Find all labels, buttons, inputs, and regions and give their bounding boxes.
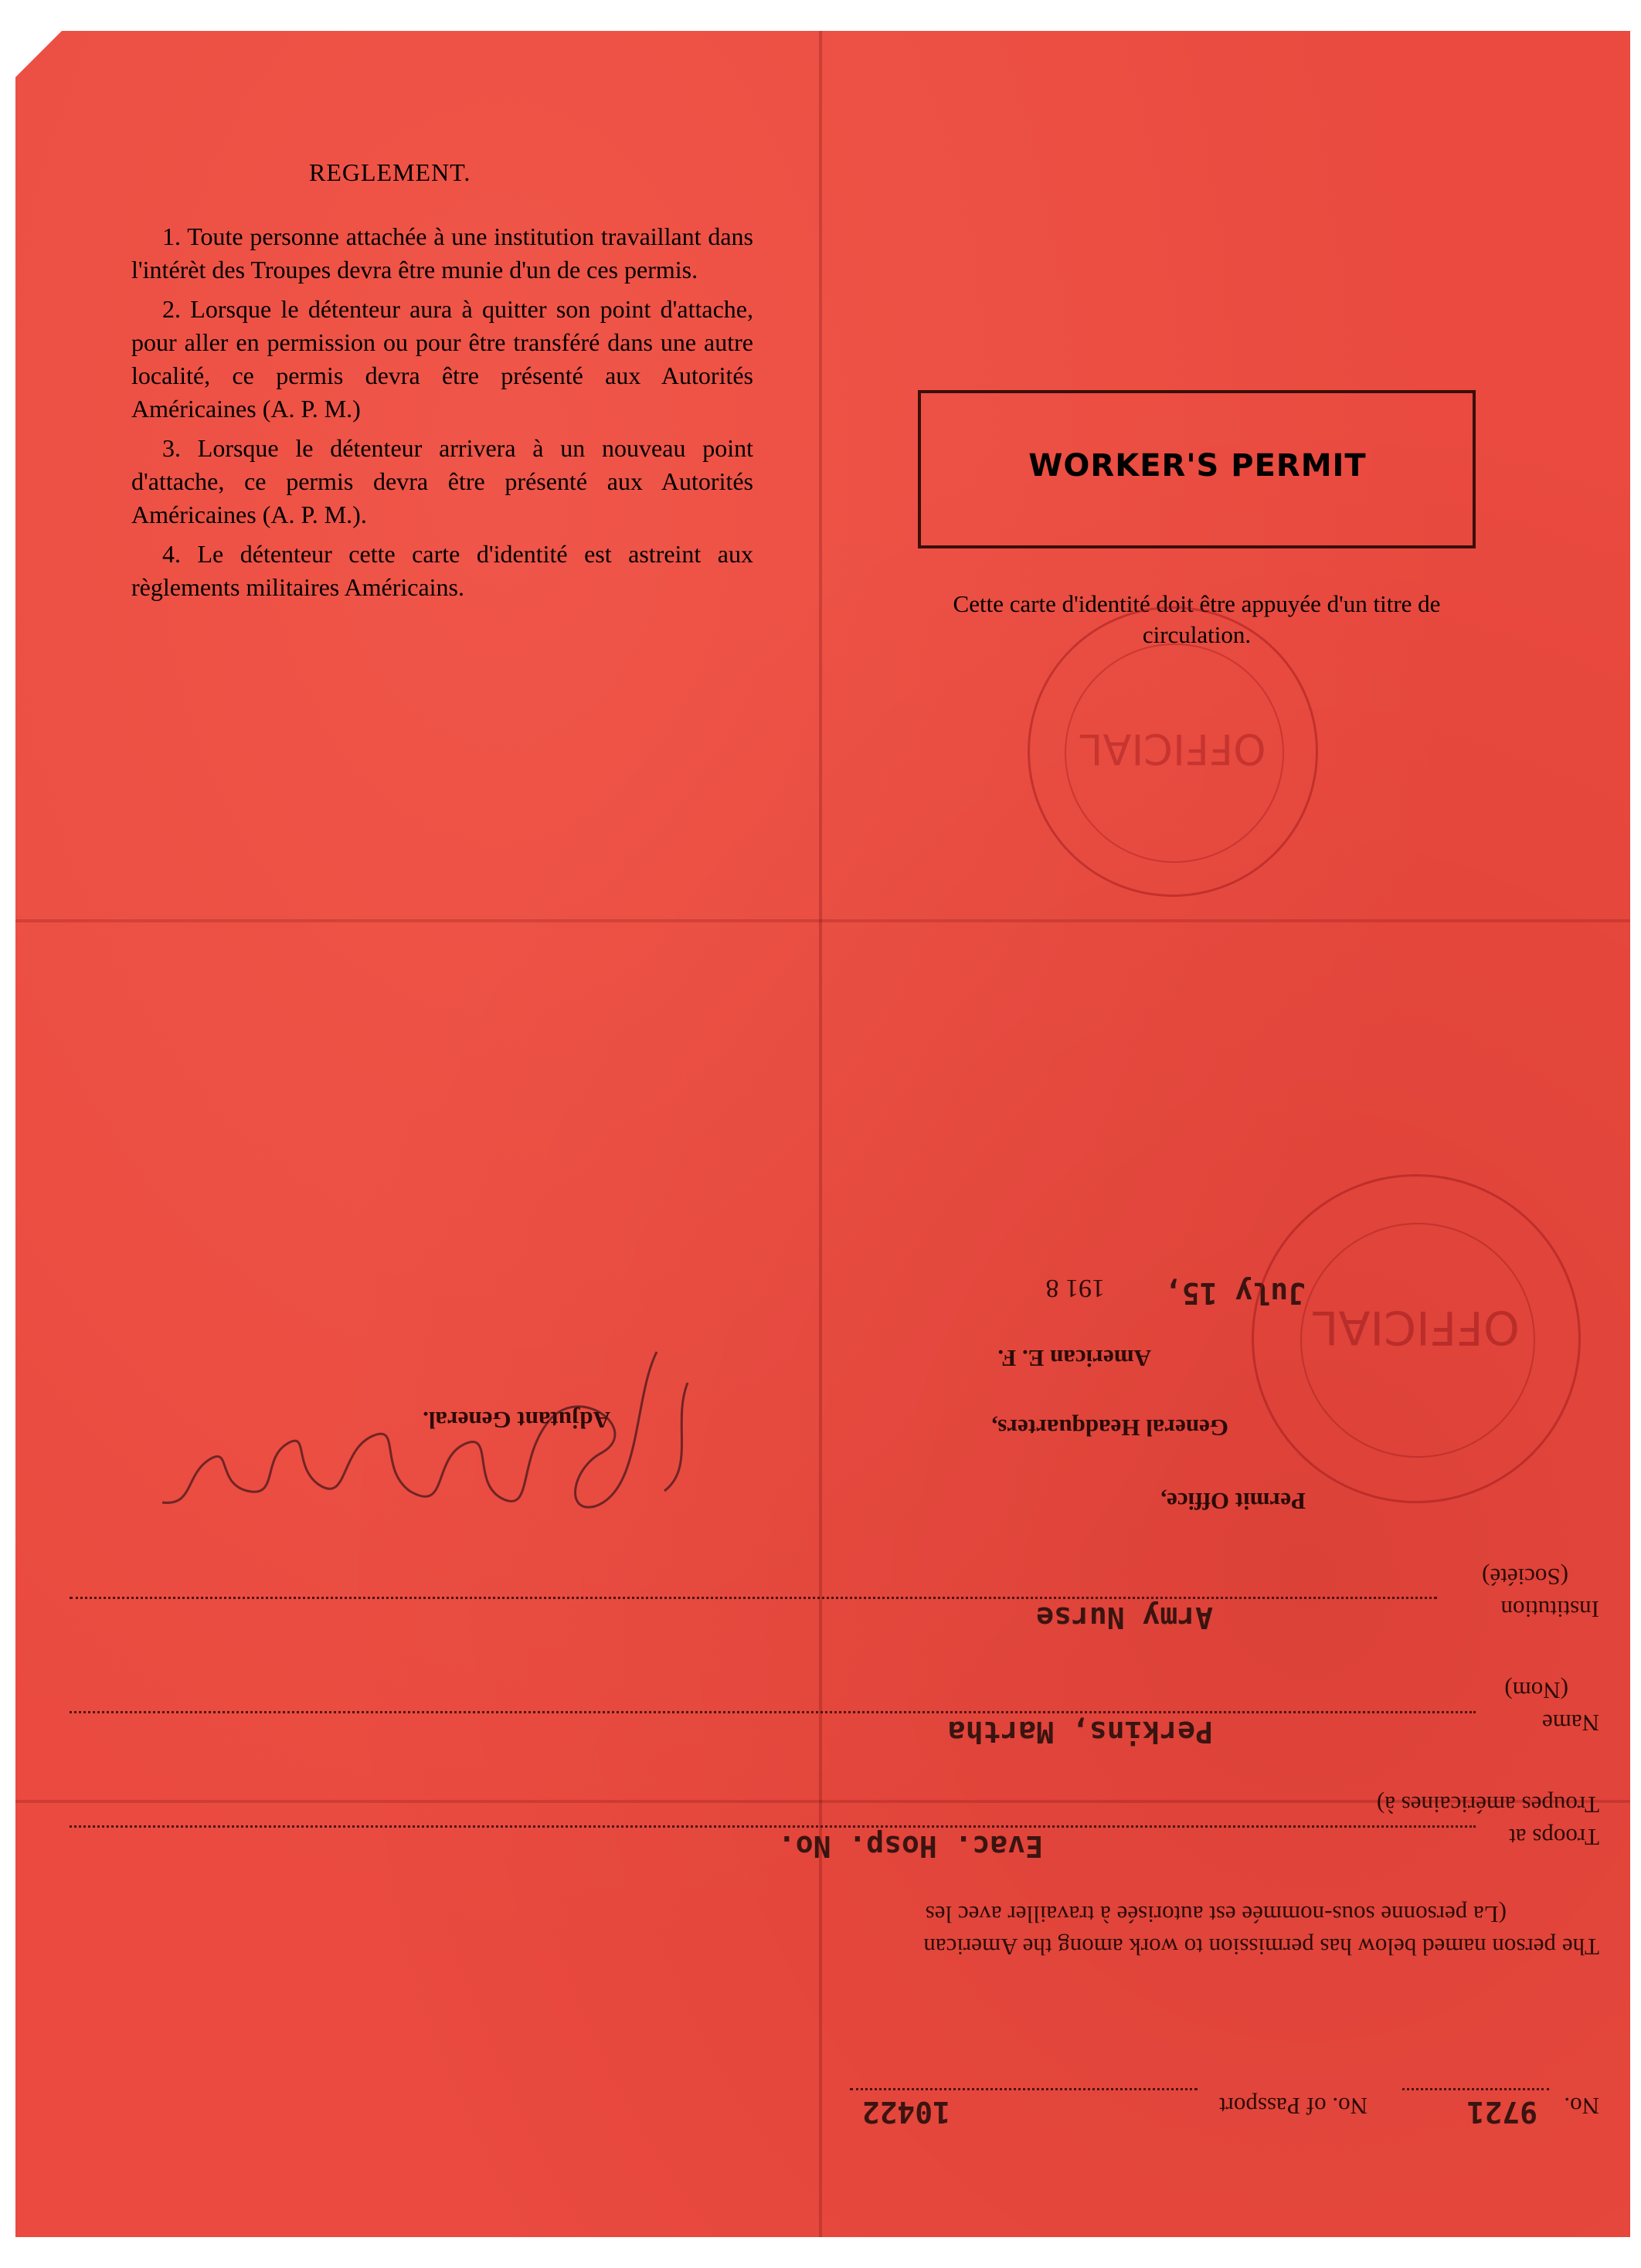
seal-word: OFFICIAL: [1313, 1300, 1520, 1354]
reglement-item: 3. Lorsque le détenteur arrivera à un nouveau point d'attache, ce permis devra être présenté aux Autorités Américaines (A. P. M.).: [131, 434, 753, 528]
intro-english: The person named below has permission to work among the American: [923, 1934, 1599, 1961]
horizontal-fold: [15, 919, 1630, 922]
date-typed: July 15,: [1164, 1276, 1306, 1310]
troops-value: Evac. Hosp. No.: [777, 1829, 1043, 1863]
adjutant-signature: [100, 1336, 765, 1530]
institution-line: [70, 1597, 1437, 1599]
headquarters-seal-stamp: [1252, 1174, 1581, 1503]
permit-note: Cette carte d'identité doit être appuyée d'un titre de circulation.: [953, 590, 1441, 648]
office-line-1: Permit Office,: [1160, 1488, 1306, 1515]
troops-line: [70, 1825, 1476, 1828]
office-line-3: American E. F.: [997, 1345, 1151, 1372]
passport-value: 10422: [861, 2095, 950, 2129]
permit-title: WORKER'S PERMIT: [1028, 448, 1367, 484]
permit-no-value: 9721: [1466, 2095, 1537, 2129]
name-label: Name: [1541, 1709, 1599, 1737]
reglement-item: 1. Toute personne attachée à une institution travaillant dans l'intérèt des Troupes devra être munie d'un de ces permis.: [131, 222, 753, 284]
seal-word: OFFICIAL: [1079, 725, 1266, 773]
intro-french: (La personne sous-nommée est autorisée à travailler avec les: [925, 1901, 1507, 1928]
institution-value: Army Nurse: [1036, 1601, 1213, 1635]
permit-no-line: [1402, 2088, 1549, 2090]
permit-no-label: No.: [1564, 2093, 1599, 2120]
reglement-item: 4. Le détenteur cette carte d'identité est astreint aux règlements militaires Américains.: [131, 540, 753, 601]
signer-title: Adjutant General.: [423, 1407, 610, 1434]
passport-label: No. of Passport: [1218, 2093, 1368, 2120]
office-line-2: General Headquarters,: [991, 1414, 1228, 1441]
official-seal-stamp: [1028, 606, 1318, 897]
reglement-list: [131, 220, 753, 610]
name-value: Perkins, Martha: [947, 1715, 1213, 1749]
institution-label-fr: (Société): [1482, 1563, 1568, 1591]
reglement-title: REGLEMENT.: [309, 158, 471, 186]
passport-line: [850, 2088, 1198, 2090]
troops-label: Troops at: [1509, 1824, 1599, 1851]
reglement-item: 2. Lorsque le détenteur aura à quitter son point d'attache, pour aller en permission ou pour être transféré dans une autre localité, ce permis devra être présenté aux Autorités Américaines (A. P. M.): [131, 295, 753, 423]
name-label-fr: (Nom): [1504, 1677, 1568, 1704]
name-line: [70, 1711, 1476, 1713]
troops-label-fr: Troupes américaines à): [1376, 1791, 1599, 1818]
date-year: 191 8: [1045, 1274, 1105, 1302]
institution-label: Institution: [1500, 1596, 1599, 1623]
